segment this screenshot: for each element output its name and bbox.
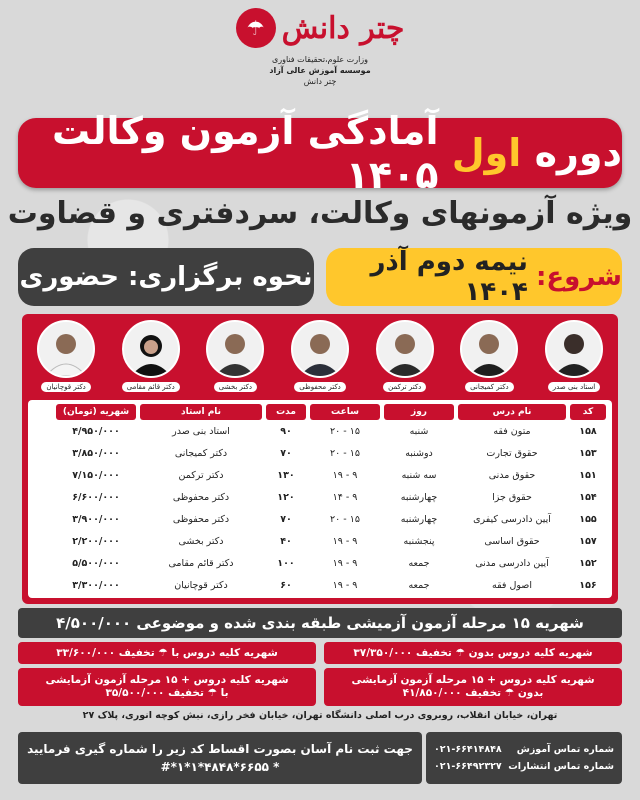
table-row [32, 552, 608, 574]
contact-edu [434, 744, 614, 755]
cell-code: ۱۵۲ [579, 557, 597, 569]
cell-fee: ۳/۸۵۰/۰۰۰ [72, 447, 120, 459]
title-banner [18, 109, 622, 197]
table-row [32, 530, 608, 552]
table-row [32, 442, 608, 464]
cell-day: جمعه [408, 557, 430, 569]
institute-line: موسسه آموزش عالی آزاد [269, 66, 371, 75]
cell-teacher: دکتر محفوظی [172, 491, 230, 503]
price-all-no-discount: شهریه کلیه دروس بدون ☂ تخفیف ۳۷/۳۵۰/۰۰۰ [324, 642, 622, 664]
bundle-price: با ☂ تخفیف ۳۵/۵۰۰/۰۰۰ [105, 687, 229, 699]
teacher-card [540, 320, 608, 404]
cell-code: ۱۵۸ [579, 425, 597, 437]
cell-teacher: دکتر کمیجانی [174, 447, 228, 459]
cell-code: ۱۵۶ [579, 579, 597, 591]
start-label: شروع: [535, 262, 622, 292]
teacher-name: استاد بنی صدر [548, 382, 601, 392]
cell-day: جمعه [408, 579, 430, 591]
teacher-photo [460, 320, 518, 378]
cell-time: ۹ - ۱۹ [332, 579, 358, 591]
cell-time: ۹ - ۱۹ [332, 469, 358, 481]
title-part1: دوره [534, 131, 622, 175]
teacher-name: دکتر ترکمن [383, 382, 426, 392]
cell-fee: ۳/۳۰۰/۰۰۰ [72, 579, 120, 591]
ussd-code[interactable]: #*۱*۱*۴۸۴۸*۶۶۵۵ * [160, 760, 280, 774]
brand-name: چتر دانش [281, 10, 405, 46]
cell-teacher: دکتر ترکمن [178, 469, 224, 481]
cell-time: ۹ - ۱۹ [332, 557, 358, 569]
header-day: روز [384, 404, 454, 420]
teacher-photo [376, 320, 434, 378]
cell-duration: ۷۰ [280, 447, 292, 459]
logo [236, 8, 405, 48]
address: تهران، خیابان انقلاب، روبروی درب اصلی دانشگاه تهران، خیابان فخر رازی، نبش کوچه انوری، پلاک ۲۷ [82, 710, 558, 721]
cell-day: سه شنبه [401, 469, 437, 481]
teacher-photo [122, 320, 180, 378]
exam-fee-bar: شهریه ۱۵ مرحله آزمون آزمیشی طبقه بندی شده و موضوعی ۴/۵۰۰/۰۰۰ [18, 608, 622, 638]
header-teacher: نام استاد [140, 404, 262, 420]
teacher-list [32, 320, 608, 404]
cell-fee: ۶/۶۰۰/۰۰۰ [72, 491, 120, 503]
table-row [32, 464, 608, 486]
teacher-name: دکتر بخشی [214, 382, 257, 392]
contact-pub-number[interactable]: ۰۲۱-۶۶۴۹۲۳۲۷ [434, 761, 502, 772]
cell-duration: ۷۰ [280, 513, 292, 525]
cell-day: شنبه [409, 425, 429, 437]
cell-day: چهارشنبه [400, 491, 438, 503]
register-text: جهت ثبت نام آسان بصورت اقساط کد زیر را شماره گیری فرمایید [27, 742, 413, 756]
teacher-photo [545, 320, 603, 378]
cell-teacher: دکتر محفوظی [172, 513, 230, 525]
course-panel [22, 314, 618, 604]
contact-pub-label: شماره تماس انتشارات [508, 761, 614, 772]
header-time: ساعت [310, 404, 380, 420]
bundle-price: بدون ☂ تخفیف ۴۱/۸۵۰/۰۰۰ [402, 687, 544, 699]
cell-fee: ۴/۹۵۰/۰۰۰ [72, 425, 120, 437]
cell-day: دوشنبه [405, 447, 433, 459]
cell-code: ۱۵۵ [579, 513, 597, 525]
register-box [18, 732, 422, 784]
cell-fee: ۳/۹۰۰/۰۰۰ [72, 513, 120, 525]
teacher-card [371, 320, 439, 404]
cell-duration: ۹۰ [280, 425, 292, 437]
cell-day: چهارشنبه [400, 513, 438, 525]
cell-code: ۱۵۴ [579, 491, 597, 503]
cell-fee: ۷/۱۵۰/۰۰۰ [72, 469, 120, 481]
cell-fee: ۲/۲۰۰/۰۰۰ [72, 535, 120, 547]
cell-teacher: دکتر قائم مقامی [168, 557, 234, 569]
price-bundle-no-discount [324, 668, 622, 706]
table-header [32, 404, 608, 420]
cell-course: آیین دادرسی مدنی [475, 557, 549, 569]
title-part2: آمادگی آزمون وکالت ۱۴۰۵ [51, 109, 439, 197]
start-value: نیمه دوم آذر ۱۴۰۴ [370, 247, 528, 307]
contact-edu-label: شماره تماس آموزش [516, 744, 614, 755]
cell-duration: ۱۲۰ [277, 491, 295, 503]
cell-course: حقوق تجارت [486, 447, 538, 459]
teacher-name: دکتر محفوظی [294, 382, 345, 392]
cell-course: آیین دادرسی کیفری [473, 513, 551, 525]
cell-code: ۱۵۷ [579, 535, 597, 547]
cell-course: حقوق اساسی [484, 535, 540, 547]
table-row [32, 508, 608, 530]
umbrella-icon: ☂ [236, 8, 276, 48]
cell-time: ۹ - ۱۴ [332, 491, 358, 503]
cell-duration: ۴۰ [280, 535, 292, 547]
cell-time: ۹ - ۱۹ [332, 535, 358, 547]
institute-info [269, 54, 370, 87]
start-date-pill [326, 248, 622, 306]
teacher-photo [206, 320, 264, 378]
contact-edu-number[interactable]: ۰۲۱-۶۶۴۱۴۸۴۸ [434, 744, 502, 755]
teacher-card [201, 320, 269, 404]
header-course: نام درس [458, 404, 566, 420]
teacher-photo [37, 320, 95, 378]
title-highlight: اول [451, 131, 522, 175]
price-bundle-discount [18, 668, 316, 706]
cell-code: ۱۵۱ [579, 469, 597, 481]
cell-duration: ۱۰۰ [277, 557, 295, 569]
cell-code: ۱۵۳ [579, 447, 597, 459]
table-row [32, 574, 608, 596]
contact-pub [434, 761, 614, 772]
header-fee: شهریه (تومان) [56, 404, 136, 420]
cell-time: ۱۵ - ۲۰ [330, 425, 360, 437]
price-all-discount: شهریه کلیه دروس با ☂ تخفیف ۳۳/۶۰۰/۰۰۰ [18, 642, 316, 664]
teacher-card [286, 320, 354, 404]
table-row [32, 486, 608, 508]
teacher-card [117, 320, 185, 404]
teacher-name: دکتر کمیجانی [465, 382, 514, 392]
cell-teacher: استاد بنی صدر [172, 425, 230, 437]
teacher-photo [291, 320, 349, 378]
cell-day: پنجشنبه [403, 535, 435, 547]
cell-teacher: دکتر قوچانیان [174, 579, 228, 591]
cell-time: ۱۵ - ۲۰ [330, 447, 360, 459]
teacher-card [32, 320, 100, 404]
table-row [32, 420, 608, 442]
cell-fee: ۵/۵۰۰/۰۰۰ [72, 557, 120, 569]
bundle-label: شهریه کلیه دروس + ۱۵ مرحله آزمون آزمایشی [45, 674, 289, 686]
brand-line: چتر دانش [303, 77, 337, 86]
cell-time: ۱۵ - ۲۰ [330, 513, 360, 525]
header-duration: مدت [266, 404, 306, 420]
teacher-name: دکتر قائم مقامی [122, 382, 180, 392]
cell-teacher: دکتر بخشی [178, 535, 224, 547]
bundle-label: شهریه کلیه دروس + ۱۵ مرحله آزمون آزمایشی [351, 674, 595, 686]
schedule-table [28, 400, 612, 598]
cell-course: حقوق مدنی [488, 469, 536, 481]
teacher-card [455, 320, 523, 404]
contact-box [426, 732, 622, 784]
header-code: کد [570, 404, 606, 420]
delivery-mode-pill: نحوه برگزاری: حضوری [18, 248, 314, 306]
cell-duration: ۶۰ [280, 579, 292, 591]
teacher-name: دکتر قوچانیان [41, 382, 90, 392]
subtitle: ویژه آزمونهای وکالت، سردفتری و قضاوت [7, 196, 633, 231]
cell-course: متون فقه [493, 425, 531, 437]
ministry-line: وزارت علوم،تحقیقات فناوری [271, 55, 369, 64]
logo-block [0, 8, 640, 108]
cell-course: اصول فقه [492, 579, 532, 591]
cell-course: حقوق جزا [492, 491, 532, 503]
cell-duration: ۱۳۰ [277, 469, 295, 481]
